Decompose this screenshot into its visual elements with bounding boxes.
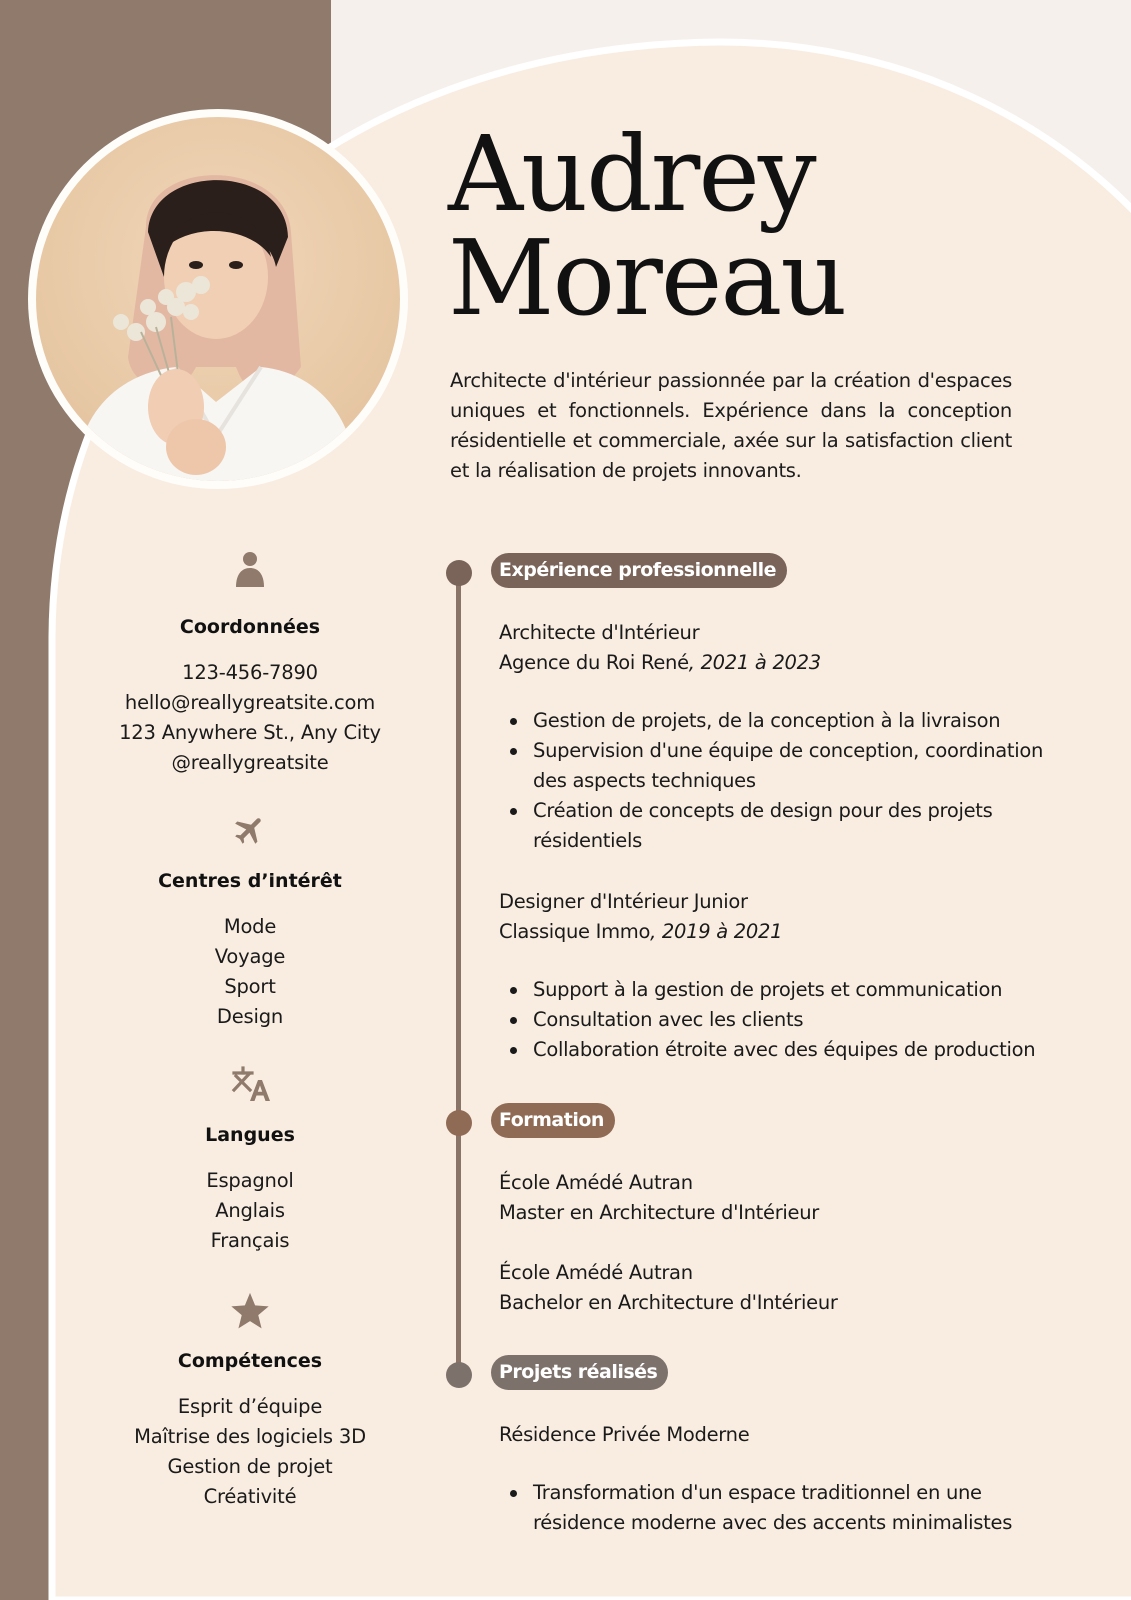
section-pill-education: Formation <box>491 1103 615 1138</box>
timeline-dot-projects <box>446 1362 472 1388</box>
contact-phone[interactable]: 123-456-7890 <box>182 661 318 684</box>
job-bullets <box>499 706 1079 856</box>
skill-item: Gestion de projet <box>167 1455 333 1478</box>
profile-photo-frame <box>28 109 408 489</box>
interests-title: Centres d’intérêt <box>158 870 342 892</box>
candidate-name <box>448 113 846 339</box>
contact-list <box>100 658 400 778</box>
interest-item: Design <box>216 1005 284 1028</box>
contact-website[interactable]: @reallygreatsite <box>171 751 329 774</box>
job-entry <box>499 887 1099 1065</box>
skill-item: Esprit d’équipe <box>177 1395 323 1418</box>
interests-list <box>100 912 400 1032</box>
education-entry <box>499 1168 1099 1228</box>
job-company-line <box>499 648 1099 678</box>
skills-list <box>100 1392 400 1512</box>
job-company: Agence du Roi René <box>499 651 689 674</box>
job-period: , 2019 à 2021 <box>650 920 783 943</box>
interest-item: Sport <box>224 975 276 998</box>
timeline-dot-education <box>446 1110 472 1136</box>
job-bullet: Supervision d'une équipe de conception, coordination des aspects techniques <box>499 736 1079 796</box>
interest-item: Voyage <box>214 945 286 968</box>
job-company-line <box>499 917 1099 947</box>
interests-section <box>100 812 400 1032</box>
languages-title: Langues <box>205 1124 295 1146</box>
contact-section <box>100 550 400 778</box>
education-degree: Bachelor en Architecture d'Intérieur <box>499 1291 838 1314</box>
education-entry <box>499 1258 1099 1318</box>
languages-section <box>100 1066 400 1256</box>
job-bullet: Support à la gestion de projets et communication <box>499 975 1099 1005</box>
person-icon <box>234 550 266 590</box>
interest-item: Mode <box>223 915 277 938</box>
language-item: Espagnol <box>206 1169 294 1192</box>
project-bullet: Transformation d'un espace traditionnel en une résidence moderne avec des accents minimalistes <box>499 1478 1059 1538</box>
skill-item: Créativité <box>203 1485 297 1508</box>
language-item: Anglais <box>215 1199 285 1222</box>
portrait-illustration <box>36 117 400 481</box>
job-company: Classique Immo <box>499 920 651 943</box>
skills-section <box>100 1292 400 1512</box>
contact-email[interactable]: hello@reallygreatsite.com <box>124 691 376 714</box>
project-name: Résidence Privée Moderne <box>499 1423 750 1446</box>
project-entry <box>499 1420 1099 1538</box>
job-bullet: Collaboration étroite avec des équipes de production <box>499 1035 1099 1065</box>
section-pill-experience: Expérience professionnelle <box>491 553 787 588</box>
project-bullets <box>499 1478 1059 1538</box>
skill-item: Maîtrise des logiciels 3D <box>134 1425 366 1448</box>
education-degree: Master en Architecture d'Intérieur <box>499 1201 820 1224</box>
job-entry <box>499 618 1099 856</box>
contact-address: 123 Anywhere St., Any City <box>119 721 381 744</box>
profile-summary: Architecte d'intérieur passionnée par la création d'espaces uniques et fonctionnels. Expérience dans la conception résidentielle et commerciale, axée sur la satisfaction client et la réalisation de projets innovants. <box>450 369 1012 482</box>
contact-title: Coordonnées <box>179 616 321 638</box>
translate-icon <box>230 1066 270 1102</box>
job-bullet: Création de concepts de design pour des projets résidentiels <box>499 796 1009 856</box>
last-name: Moreau <box>448 217 846 339</box>
timeline-line <box>456 572 461 1376</box>
job-bullet: Gestion de projets, de la conception à la livraison <box>499 706 1079 736</box>
education-school: École Amédé Autran <box>499 1261 693 1284</box>
star-icon <box>230 1292 270 1330</box>
first-name: Audrey <box>448 113 815 235</box>
job-period: , 2021 à 2023 <box>688 651 821 674</box>
skills-title: Compétences <box>177 1350 323 1372</box>
profile-photo <box>36 117 400 481</box>
airplane-icon <box>232 812 268 848</box>
education-school: École Amédé Autran <box>499 1171 693 1194</box>
job-bullet: Consultation avec les clients <box>499 1005 1099 1035</box>
timeline-dot-experience <box>446 560 472 586</box>
language-item: Français <box>210 1229 290 1252</box>
job-bullets <box>499 975 1099 1065</box>
languages-list <box>100 1166 400 1256</box>
job-role: Designer d'Intérieur Junior <box>499 890 748 913</box>
section-pill-projects: Projets réalisés <box>491 1355 668 1390</box>
job-role: Architecte d'Intérieur <box>499 621 700 644</box>
